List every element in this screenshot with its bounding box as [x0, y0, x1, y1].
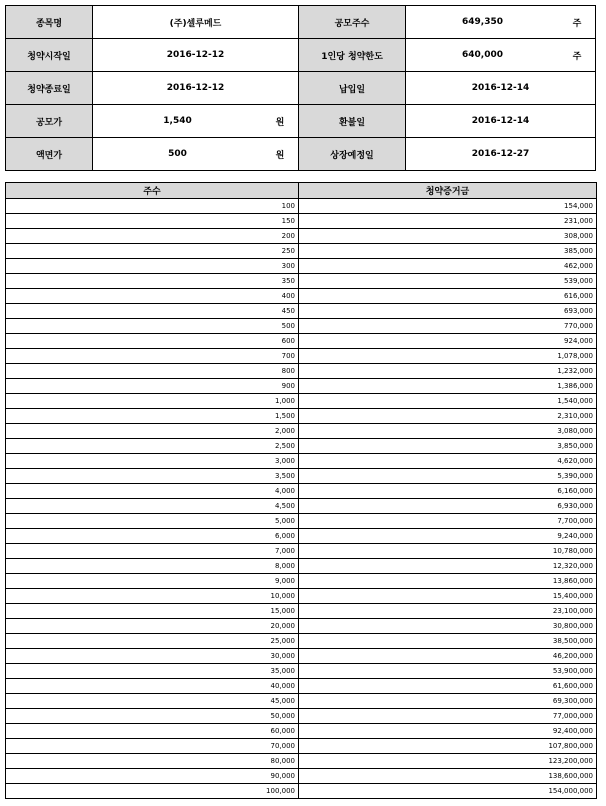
- deposit-cell: 308,000: [299, 229, 597, 244]
- info-value: [406, 6, 596, 39]
- shares-cell: 2,500: [6, 439, 299, 454]
- deposit-cell: 10,780,000: [299, 544, 597, 559]
- table-row: [6, 529, 597, 544]
- info-value-unit: 원: [275, 150, 285, 161]
- deposit-cell: 3,850,000: [299, 439, 597, 454]
- table-row: [6, 349, 597, 364]
- table-row: [6, 574, 597, 589]
- deposit-cell: 1,540,000: [299, 394, 597, 409]
- shares-cell: 250: [6, 244, 299, 259]
- shares-cell: 4,500: [6, 499, 299, 514]
- deposit-cell: 69,300,000: [299, 694, 597, 709]
- info-label: 청약종료일: [6, 72, 93, 105]
- shares-cell: 5,000: [6, 514, 299, 529]
- info-value-number: 1,540: [163, 116, 192, 126]
- shares-cell: 600: [6, 334, 299, 349]
- info-label: 공모주수: [299, 6, 406, 39]
- deposit-cell: 1,232,000: [299, 364, 597, 379]
- info-row: [6, 39, 596, 72]
- table-row: [6, 619, 597, 634]
- info-label: 액면가: [6, 138, 93, 171]
- table-row: [6, 424, 597, 439]
- info-value: [93, 72, 299, 105]
- deposit-cell: 123,200,000: [299, 754, 597, 769]
- shares-cell: 400: [6, 289, 299, 304]
- deposit-cell: 15,400,000: [299, 589, 597, 604]
- deposit-cell: 770,000: [299, 319, 597, 334]
- deposit-cell: 9,240,000: [299, 529, 597, 544]
- shares-cell: 2,000: [6, 424, 299, 439]
- deposit-cell: 385,000: [299, 244, 597, 259]
- shares-cell: 45,000: [6, 694, 299, 709]
- table-row: [6, 634, 597, 649]
- deposit-cell: 693,000: [299, 304, 597, 319]
- table-row: [6, 319, 597, 334]
- shares-cell: 450: [6, 304, 299, 319]
- shares-cell: 7,000: [6, 544, 299, 559]
- shares-cell: 200: [6, 229, 299, 244]
- table-row: [6, 739, 597, 754]
- info-value-number: 2016-12-12: [166, 83, 225, 93]
- deposit-cell: 154,000: [299, 199, 597, 214]
- info-value-unit: 주: [572, 51, 582, 62]
- header-shares: 주수: [6, 183, 299, 199]
- info-value: [93, 39, 299, 72]
- table-row: [6, 334, 597, 349]
- table-row: [6, 439, 597, 454]
- deposit-cell: 6,930,000: [299, 499, 597, 514]
- info-label: 청약시작일: [6, 39, 93, 72]
- shares-cell: 900: [6, 379, 299, 394]
- deposit-cell: 77,000,000: [299, 709, 597, 724]
- info-value: [406, 138, 596, 171]
- info-value-number: 2016-12-27: [471, 149, 530, 159]
- shares-cell: 20,000: [6, 619, 299, 634]
- deposit-cell: 539,000: [299, 274, 597, 289]
- deposit-cell: 6,160,000: [299, 484, 597, 499]
- header-deposit: 청약증거금: [299, 183, 597, 199]
- shares-cell: 8,000: [6, 559, 299, 574]
- shares-cell: 300: [6, 259, 299, 274]
- info-value: [93, 6, 299, 39]
- subscription-deposit-body: [6, 199, 597, 799]
- shares-cell: 9,000: [6, 574, 299, 589]
- info-label: 공모가: [6, 105, 93, 138]
- table-row: [6, 454, 597, 469]
- info-value: [406, 105, 596, 138]
- info-label: 납입일: [299, 72, 406, 105]
- deposit-cell: 462,000: [299, 259, 597, 274]
- info-value: [93, 138, 299, 171]
- info-value: [406, 39, 596, 72]
- info-value-number: 649,350: [462, 17, 503, 27]
- info-value-number: 2016-12-12: [166, 50, 225, 60]
- deposit-cell: 13,860,000: [299, 574, 597, 589]
- shares-cell: 150: [6, 214, 299, 229]
- deposit-cell: 4,620,000: [299, 454, 597, 469]
- table-row: [6, 469, 597, 484]
- shares-cell: 60,000: [6, 724, 299, 739]
- deposit-cell: 138,600,000: [299, 769, 597, 784]
- table-row: [6, 304, 597, 319]
- table-row: [6, 229, 597, 244]
- shares-cell: 90,000: [6, 769, 299, 784]
- info-value: [93, 105, 299, 138]
- deposit-cell: 92,400,000: [299, 724, 597, 739]
- subscription-deposit-table: [5, 182, 597, 799]
- table-row: [6, 604, 597, 619]
- deposit-cell: 107,800,000: [299, 739, 597, 754]
- shares-cell: 80,000: [6, 754, 299, 769]
- table-row: [6, 379, 597, 394]
- info-value-number: 2016-12-14: [471, 116, 530, 126]
- info-label: 환불일: [299, 105, 406, 138]
- deposit-cell: 1,078,000: [299, 349, 597, 364]
- info-row: [6, 105, 596, 138]
- table-row: [6, 214, 597, 229]
- table-row: [6, 754, 597, 769]
- deposit-cell: 924,000: [299, 334, 597, 349]
- deposit-cell: 30,800,000: [299, 619, 597, 634]
- info-label: 1인당 청약한도: [299, 39, 406, 72]
- table-header-row: [6, 183, 597, 199]
- deposit-cell: 23,100,000: [299, 604, 597, 619]
- info-value-number: 500: [168, 149, 187, 159]
- table-row: [6, 589, 597, 604]
- deposit-cell: 12,320,000: [299, 559, 597, 574]
- shares-cell: 350: [6, 274, 299, 289]
- table-row: [6, 244, 597, 259]
- info-value-number: 640,000: [462, 50, 503, 60]
- table-row: [6, 559, 597, 574]
- table-row: [6, 724, 597, 739]
- shares-cell: 3,500: [6, 469, 299, 484]
- table-row: [6, 289, 597, 304]
- shares-cell: 35,000: [6, 664, 299, 679]
- table-row: [6, 679, 597, 694]
- deposit-cell: 53,900,000: [299, 664, 597, 679]
- info-row: [6, 138, 596, 171]
- shares-cell: 1,000: [6, 394, 299, 409]
- info-label: 종목명: [6, 6, 93, 39]
- table-row: [6, 694, 597, 709]
- table-row: [6, 769, 597, 784]
- table-row: [6, 544, 597, 559]
- shares-cell: 25,000: [6, 634, 299, 649]
- table-row: [6, 649, 597, 664]
- table-row: [6, 199, 597, 214]
- shares-cell: 100,000: [6, 784, 299, 799]
- table-row: [6, 709, 597, 724]
- info-value-number: (주)셀루메드: [169, 18, 222, 29]
- info-value-unit: 주: [572, 18, 582, 29]
- info-value-number: 2016-12-14: [471, 83, 530, 93]
- shares-cell: 70,000: [6, 739, 299, 754]
- info-value: [406, 72, 596, 105]
- table-row: [6, 784, 597, 799]
- offering-info-table: [5, 5, 596, 171]
- table-row: [6, 274, 597, 289]
- shares-cell: 500: [6, 319, 299, 334]
- table-row: [6, 664, 597, 679]
- deposit-cell: 61,600,000: [299, 679, 597, 694]
- shares-cell: 100: [6, 199, 299, 214]
- deposit-cell: 2,310,000: [299, 409, 597, 424]
- table-row: [6, 409, 597, 424]
- shares-cell: 6,000: [6, 529, 299, 544]
- deposit-cell: 1,386,000: [299, 379, 597, 394]
- table-row: [6, 484, 597, 499]
- table-row: [6, 364, 597, 379]
- deposit-cell: 616,000: [299, 289, 597, 304]
- info-value-unit: 원: [275, 117, 285, 128]
- shares-cell: 40,000: [6, 679, 299, 694]
- offering-info-body: [6, 6, 596, 171]
- shares-cell: 30,000: [6, 649, 299, 664]
- table-row: [6, 499, 597, 514]
- deposit-cell: 231,000: [299, 214, 597, 229]
- shares-cell: 15,000: [6, 604, 299, 619]
- deposit-cell: 46,200,000: [299, 649, 597, 664]
- shares-cell: 10,000: [6, 589, 299, 604]
- table-row: [6, 259, 597, 274]
- deposit-cell: 154,000,000: [299, 784, 597, 799]
- shares-cell: 3,000: [6, 454, 299, 469]
- deposit-cell: 38,500,000: [299, 634, 597, 649]
- table-row: [6, 514, 597, 529]
- deposit-cell: 5,390,000: [299, 469, 597, 484]
- shares-cell: 1,500: [6, 409, 299, 424]
- deposit-cell: 3,080,000: [299, 424, 597, 439]
- table-row: [6, 394, 597, 409]
- shares-cell: 50,000: [6, 709, 299, 724]
- shares-cell: 4,000: [6, 484, 299, 499]
- deposit-cell: 7,700,000: [299, 514, 597, 529]
- shares-cell: 800: [6, 364, 299, 379]
- info-row: [6, 6, 596, 39]
- shares-cell: 700: [6, 349, 299, 364]
- info-label: 상장예정일: [299, 138, 406, 171]
- info-row: [6, 72, 596, 105]
